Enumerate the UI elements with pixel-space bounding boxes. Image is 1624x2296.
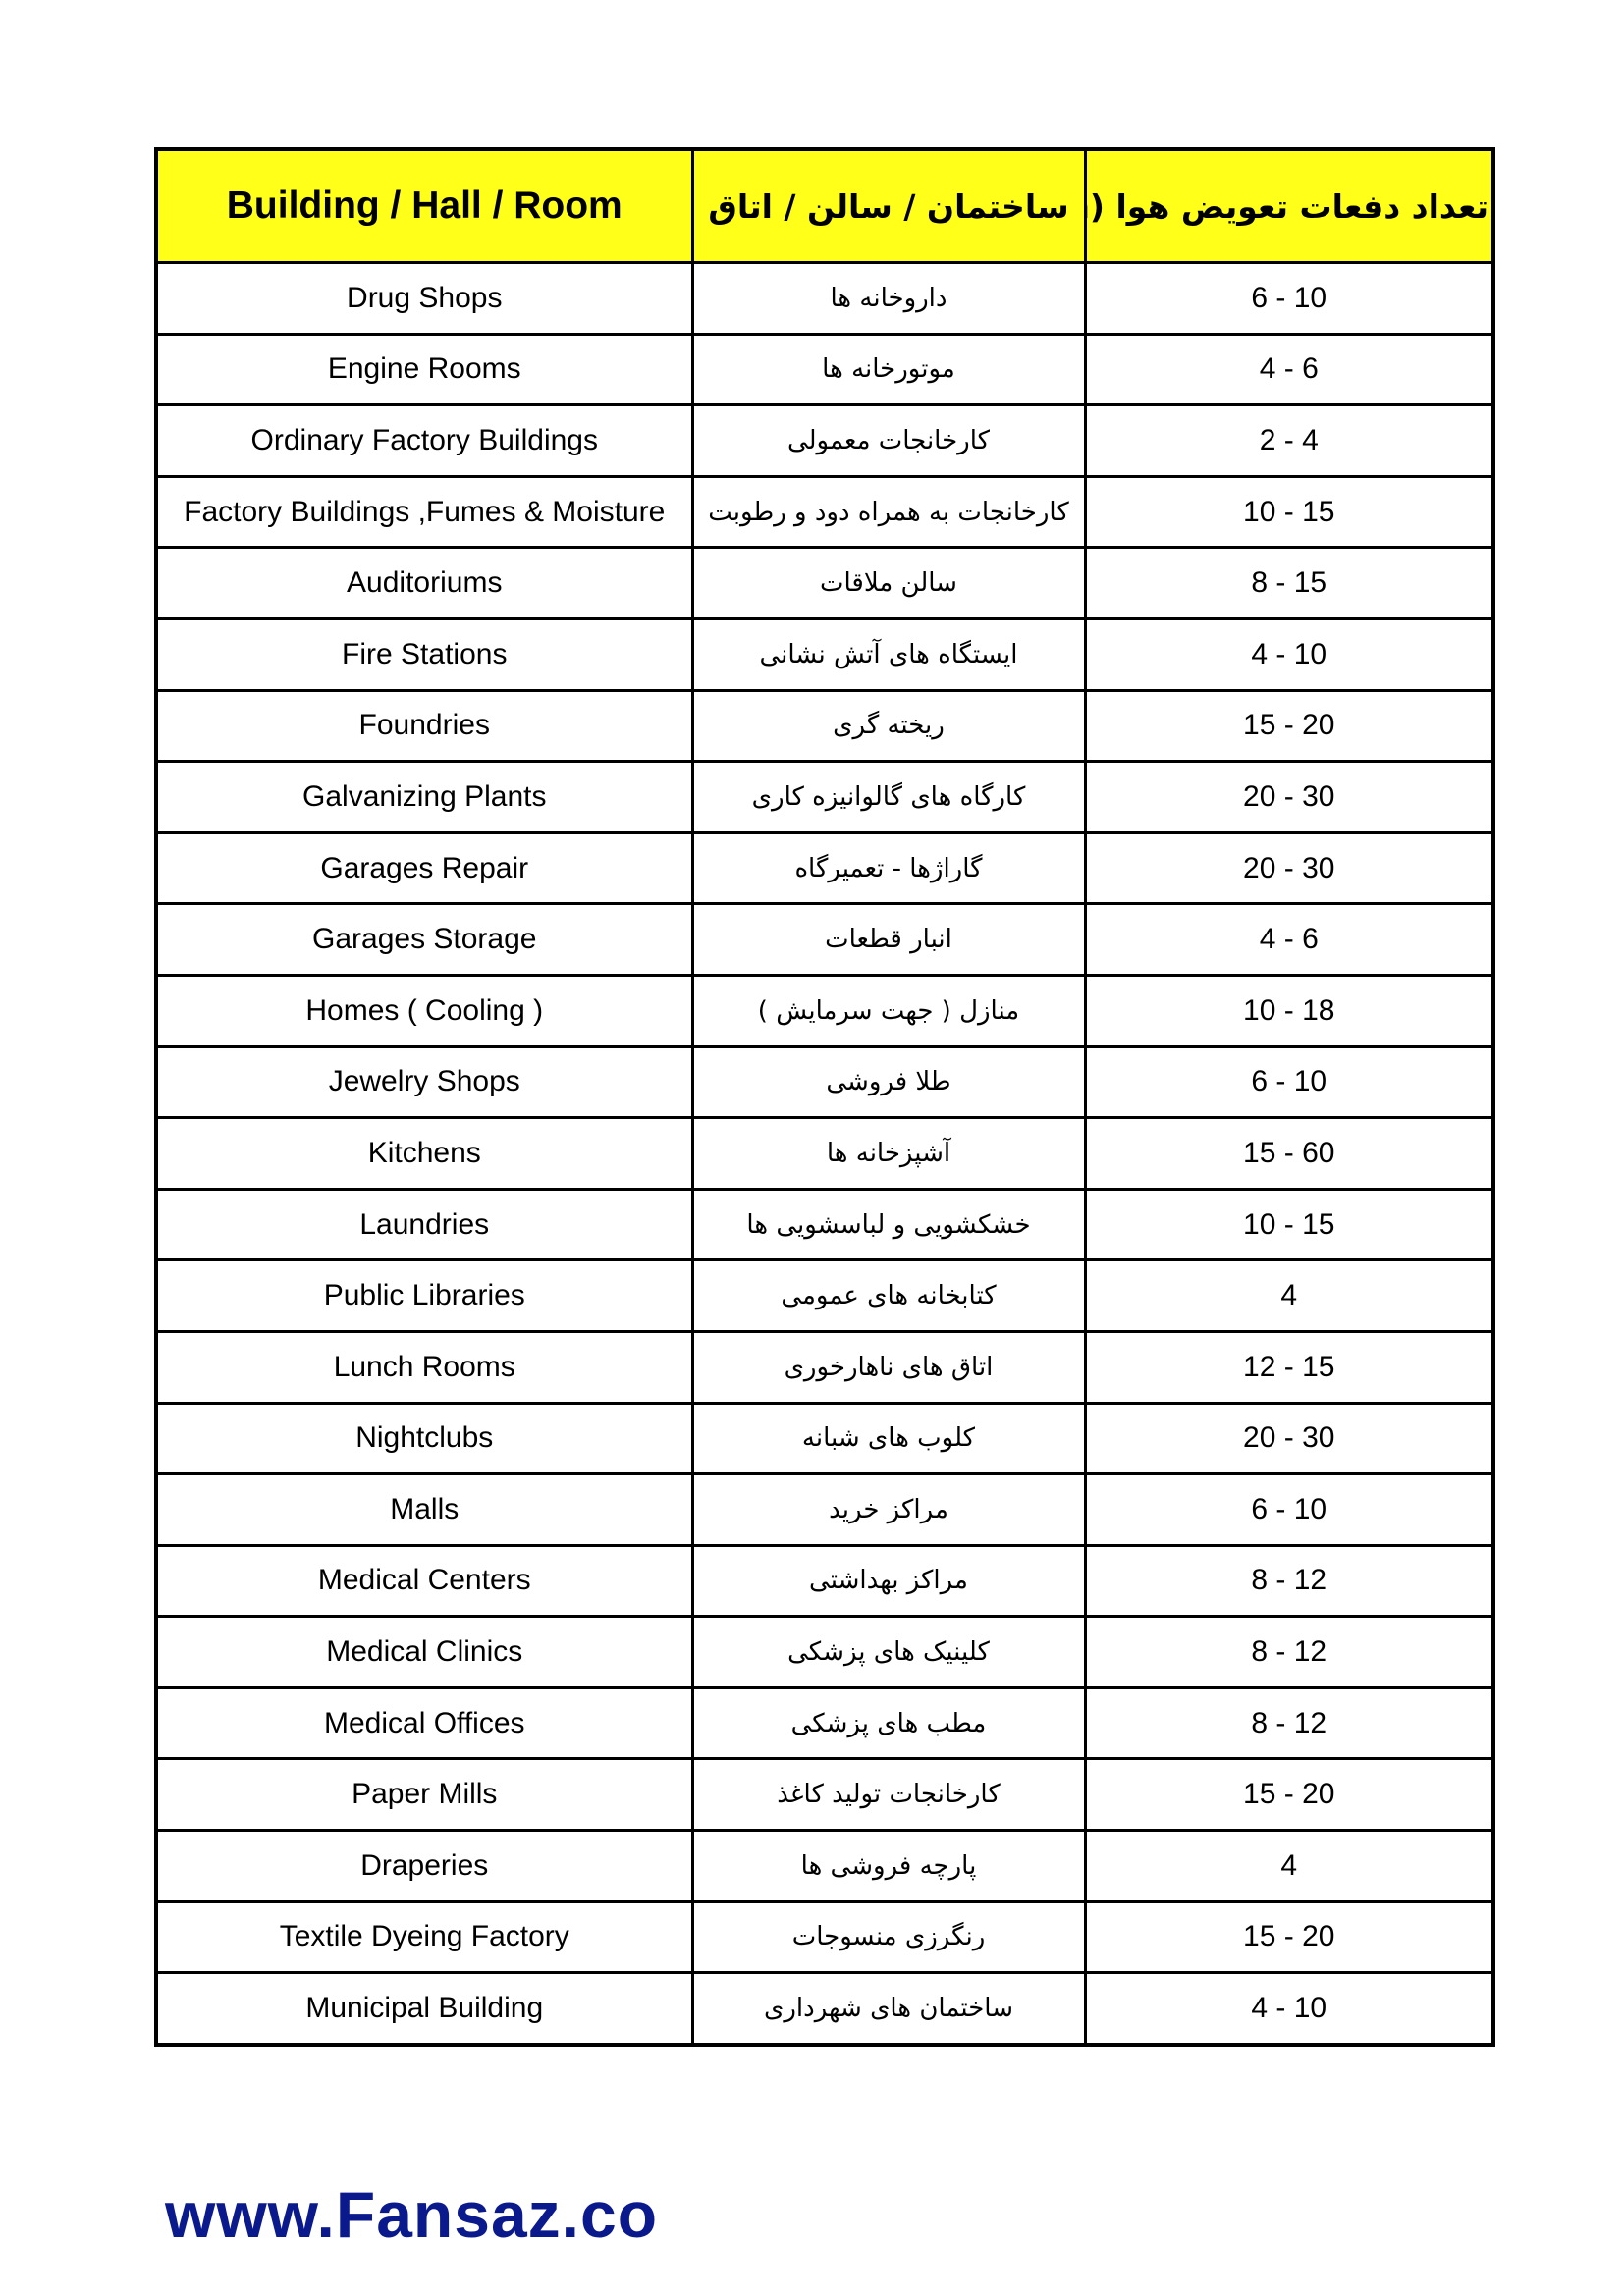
- cell-building-en: Garages Repair: [156, 832, 692, 904]
- cell-air-changes: 20 - 30: [1085, 762, 1493, 833]
- cell-building-fa: کلوب های شبانه: [692, 1403, 1085, 1474]
- cell-building-fa: ساختمان های شهرداری: [692, 1973, 1085, 2045]
- cell-air-changes: 4 - 6: [1085, 904, 1493, 976]
- table-row: [156, 1831, 1493, 1902]
- table-row: [156, 1474, 1493, 1546]
- cell-air-changes: 15 - 20: [1085, 1901, 1493, 1973]
- cell-building-fa: کارگاه های گالوانیزه کاری: [692, 762, 1085, 833]
- cell-building-en: Municipal Building: [156, 1973, 692, 2045]
- cell-building-fa: مطب های پزشکی: [692, 1687, 1085, 1759]
- cell-air-changes: 8 - 15: [1085, 548, 1493, 619]
- cell-building-en: Nightclubs: [156, 1403, 692, 1474]
- table-row: [156, 1118, 1493, 1190]
- table-row: [156, 618, 1493, 690]
- cell-building-en: Malls: [156, 1474, 692, 1546]
- header-row: [156, 149, 1493, 263]
- cell-building-fa: اتاق های ناهارخوری: [692, 1331, 1085, 1403]
- cell-building-en: Jewelry Shops: [156, 1046, 692, 1118]
- table-row: [156, 263, 1493, 335]
- cell-air-changes: 2 - 4: [1085, 405, 1493, 477]
- cell-building-fa: کارخانجات تولید کاغذ: [692, 1759, 1085, 1831]
- cell-building-fa: موتورخانه ها: [692, 334, 1085, 405]
- table-row: [156, 975, 1493, 1046]
- cell-air-changes: 8 - 12: [1085, 1687, 1493, 1759]
- cell-air-changes: 4 - 6: [1085, 334, 1493, 405]
- cell-air-changes: 20 - 30: [1085, 1403, 1493, 1474]
- table-row: [156, 548, 1493, 619]
- cell-air-changes: 15 - 20: [1085, 690, 1493, 762]
- table-row: [156, 1545, 1493, 1617]
- cell-building-en: Garages Storage: [156, 904, 692, 976]
- cell-building-en: Lunch Rooms: [156, 1331, 692, 1403]
- cell-building-en: Draperies: [156, 1831, 692, 1902]
- cell-building-en: Medical Offices: [156, 1687, 692, 1759]
- cell-air-changes: 4: [1085, 1260, 1493, 1332]
- cell-building-fa: پارچه فروشی ها: [692, 1831, 1085, 1902]
- cell-air-changes: 6 - 10: [1085, 1474, 1493, 1546]
- cell-air-changes: 10 - 15: [1085, 476, 1493, 548]
- cell-air-changes: 6 - 10: [1085, 263, 1493, 335]
- cell-building-fa: خشکشویی و لباسشویی ها: [692, 1189, 1085, 1260]
- air-change-table: [154, 147, 1495, 2047]
- cell-building-en: Medical Clinics: [156, 1617, 692, 1688]
- table-row: [156, 832, 1493, 904]
- cell-air-changes: 10 - 18: [1085, 975, 1493, 1046]
- table-row: [156, 1331, 1493, 1403]
- cell-building-en: Galvanizing Plants: [156, 762, 692, 833]
- cell-air-changes: 15 - 60: [1085, 1118, 1493, 1190]
- cell-building-fa: کارخانجات به همراه دود و رطوبت: [692, 476, 1085, 548]
- cell-air-changes: 12 - 15: [1085, 1331, 1493, 1403]
- table-row: [156, 1973, 1493, 2045]
- cell-air-changes: 8 - 12: [1085, 1617, 1493, 1688]
- cell-building-fa: سالن ملاقات: [692, 548, 1085, 619]
- table-row: [156, 1260, 1493, 1332]
- cell-building-en: Kitchens: [156, 1118, 692, 1190]
- cell-building-fa: داروخانه ها: [692, 263, 1085, 335]
- table-row: [156, 476, 1493, 548]
- table-row: [156, 1617, 1493, 1688]
- table-row: [156, 1189, 1493, 1260]
- header-building-fa: ساختمان / سالن / اتاق: [692, 149, 1085, 263]
- header-building-en: Building / Hall / Room: [156, 149, 692, 263]
- cell-building-en: Homes ( Cooling ): [156, 975, 692, 1046]
- table-row: [156, 904, 1493, 976]
- cell-building-fa: ایستگاه های آتش نشانی: [692, 618, 1085, 690]
- table-body: [156, 263, 1493, 2045]
- cell-building-en: Textile Dyeing Factory: [156, 1901, 692, 1973]
- cell-building-fa: مراکز بهداشتی: [692, 1545, 1085, 1617]
- cell-building-fa: کتابخانه های عمومی: [692, 1260, 1085, 1332]
- cell-building-en: Public Libraries: [156, 1260, 692, 1332]
- cell-building-fa: مراکز خرید: [692, 1474, 1085, 1546]
- cell-building-en: Engine Rooms: [156, 334, 692, 405]
- cell-building-fa: کلینیک های پزشکی: [692, 1617, 1085, 1688]
- cell-building-fa: ریخته گری: [692, 690, 1085, 762]
- cell-building-fa: منازل ( جهت سرمایش ): [692, 975, 1085, 1046]
- table-row: [156, 1403, 1493, 1474]
- cell-building-fa: آشپزخانه ها: [692, 1118, 1085, 1190]
- cell-air-changes: 15 - 20: [1085, 1759, 1493, 1831]
- cell-building-fa: گاراژها - تعمیرگاه: [692, 832, 1085, 904]
- cell-building-en: Auditoriums: [156, 548, 692, 619]
- table-row: [156, 1687, 1493, 1759]
- cell-building-en: Paper Mills: [156, 1759, 692, 1831]
- cell-building-fa: طلا فروشی: [692, 1046, 1085, 1118]
- table-row: [156, 762, 1493, 833]
- website-url: www.Fansaz.co: [165, 2178, 659, 2251]
- cell-air-changes: 20 - 30: [1085, 832, 1493, 904]
- cell-building-en: Foundries: [156, 690, 692, 762]
- table-row: [156, 1759, 1493, 1831]
- cell-air-changes: 10 - 15: [1085, 1189, 1493, 1260]
- cell-building-en: Drug Shops: [156, 263, 692, 335]
- cell-building-fa: رنگرزی منسوجات: [692, 1901, 1085, 1973]
- cell-building-en: Factory Buildings ,Fumes & Moisture: [156, 476, 692, 548]
- cell-building-fa: کارخانجات معمولی: [692, 405, 1085, 477]
- header-air-changes: تعداد دفعات تعویض هوا (: [1085, 149, 1493, 263]
- cell-air-changes: 8 - 12: [1085, 1545, 1493, 1617]
- cell-building-en: Medical Centers: [156, 1545, 692, 1617]
- cell-air-changes: 6 - 10: [1085, 1046, 1493, 1118]
- cell-air-changes: 4 - 10: [1085, 618, 1493, 690]
- cell-building-en: Laundries: [156, 1189, 692, 1260]
- table-row: [156, 1901, 1493, 1973]
- cell-air-changes: 4 - 10: [1085, 1973, 1493, 2045]
- table-row: [156, 690, 1493, 762]
- table-row: [156, 334, 1493, 405]
- cell-building-fa: انبار قطعات: [692, 904, 1085, 976]
- cell-building-en: Ordinary Factory Buildings: [156, 405, 692, 477]
- table-row: [156, 405, 1493, 477]
- cell-building-en: Fire Stations: [156, 618, 692, 690]
- table-row: [156, 1046, 1493, 1118]
- table-header: [156, 149, 1493, 263]
- cell-air-changes: 4: [1085, 1831, 1493, 1902]
